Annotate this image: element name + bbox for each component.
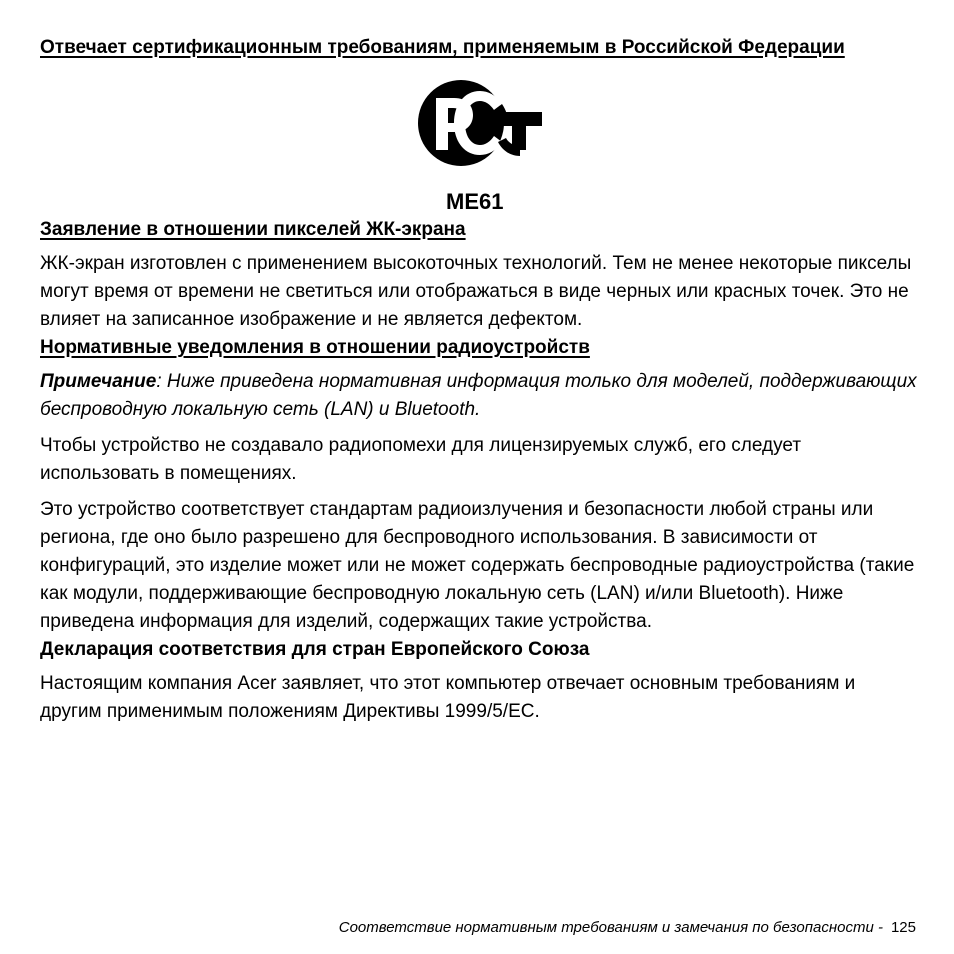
footer-text: Соответствие нормативным требованиям и замечания по безопасности - xyxy=(338,919,883,936)
page-heading-text: Отвечает сертификационным требованиям, применяемым в Российской Федерации xyxy=(40,37,845,58)
section-heading-eu xyxy=(40,636,920,664)
section-heading-eu-text: Декларация соответствия для стран Европейского Союза xyxy=(40,639,590,660)
radio-note-text: : Ниже приведена нормативная информация только для моделей, поддерживающих беспроводную локальную сеть (LAN) и Bluetooth. xyxy=(40,371,917,420)
rst-logo-icon xyxy=(418,80,542,166)
page-number: 125 xyxy=(890,919,916,936)
section-heading-pixels-text: Заявление в отношении пикселей ЖК-экрана xyxy=(40,219,466,240)
eu-paragraph: Настоящим компания Acer заявляет, что этот компьютер отвечает основным требованиям и другим применимым положениям Директивы 1999/5/EC. xyxy=(40,673,856,722)
page-footer xyxy=(339,918,916,938)
radio-paragraph-2: Это устройство соответствует стандартам радиоизлучения и безопасности любой страны или региона, где оно было разрешено для беспроводного использования. В зависимости от конфигураций, это изделие может или не может содержать беспроводные радиоустройства (такие как модули, поддерживающие беспроводную локальную сеть (LAN) и/или Bluetooth). Ниже приведена информация для изделий, содержащих такие устройства. xyxy=(40,499,915,632)
page-heading xyxy=(40,34,866,62)
radio-paragraph-1: Чтобы устройство не создавало радиопомехи для лицензируемых служб, его следует использовать в помещениях. xyxy=(40,435,802,484)
document-page xyxy=(40,34,920,726)
rst-logo xyxy=(418,80,542,166)
pixels-paragraph: ЖК-экран изготовлен с применением высокоточных технологий. Тем не менее некоторые пикселы могут время от времени не светиться или отображаться в виде черных или красных точек. Это не влияет на записанное изображение и не является дефектом. xyxy=(40,253,912,330)
radio-note xyxy=(40,368,920,424)
radio-note-label: Примечание xyxy=(40,371,157,392)
certification-code: ME61 xyxy=(446,189,504,214)
section-heading-radio-text: Нормативные уведомления в отношении радиоустройств xyxy=(40,337,590,358)
section-heading-radio xyxy=(40,334,920,362)
section-heading-pixels xyxy=(40,216,920,244)
